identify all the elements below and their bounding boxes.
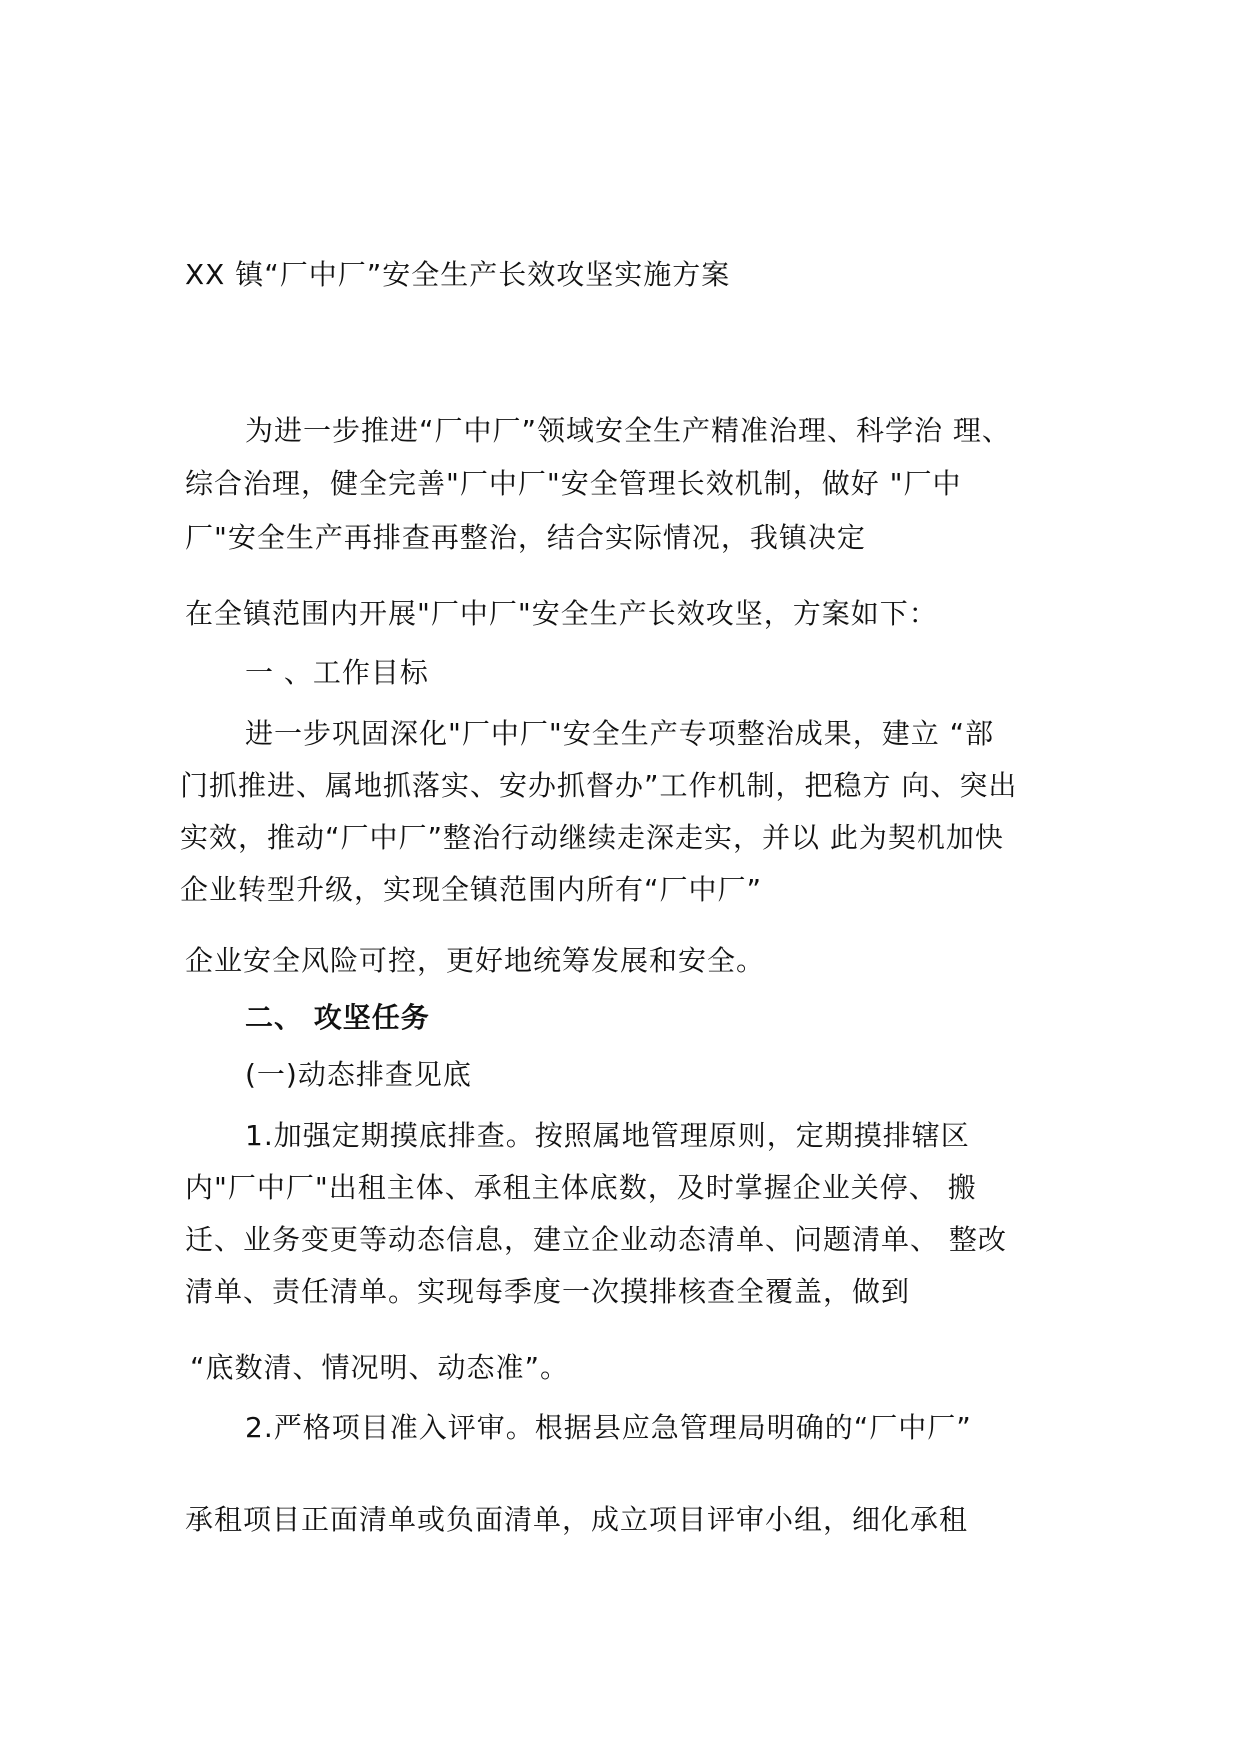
paragraph-line: 1.加强定期摸底排查。按照属地管理原则，定期摸排辖区 bbox=[245, 1119, 970, 1152]
paragraph-line: 综合治理，健全完善"厂中厂"安全管理长效机制，做好 "厂中 bbox=[185, 467, 962, 500]
paragraph-line: “底数清、情况明、动态准”。 bbox=[190, 1351, 570, 1384]
section-heading: 二、 攻坚任务 bbox=[245, 1001, 430, 1034]
paragraph-line: 企业转型升级，实现全镇范围内所有“厂中厂” bbox=[180, 873, 763, 906]
paragraph-line: 迁、业务变更等动态信息，建立企业动态清单、问题清单、 整改 bbox=[185, 1223, 1007, 1256]
paragraph-line: 实效，推动“厂中厂”整治行动继续走深走实，并以 此为契机加快 bbox=[180, 821, 1004, 854]
section-heading: 一 、工作目标 bbox=[245, 656, 429, 689]
paragraph-line: 清单、责任清单。实现每季度一次摸排核查全覆盖，做到 bbox=[185, 1275, 911, 1308]
document-title: XX 镇“厂中厂”安全生产长效攻坚实施方案 bbox=[185, 258, 731, 291]
paragraph-line: 内"厂中厂"出租主体、承租主体底数，及时掌握企业关停、 搬 bbox=[185, 1171, 977, 1204]
paragraph-line: 企业安全风险可控，更好地统筹发展和安全。 bbox=[185, 944, 766, 977]
paragraph-line: 门抓推进、属地抓落实、安办抓督办”工作机制，把稳方 向、突出 bbox=[180, 769, 1018, 802]
paragraph-line: 承租项目正面清单或负面清单，成立项目评审小组，细化承租 bbox=[185, 1503, 969, 1536]
paragraph-line: 厂"安全生产再排查再整治，结合实际情况，我镇决定 bbox=[185, 521, 866, 554]
paragraph-line: 2.严格项目准入评审。根据县应急管理局明确的“厂中厂” bbox=[245, 1411, 972, 1444]
subsection-heading: (一)动态排查见底 bbox=[245, 1058, 472, 1091]
paragraph-line: 在全镇范围内开展"厂中厂"安全生产长效攻坚，方案如下： bbox=[185, 597, 938, 630]
paragraph-line: 为进一步推进“厂中厂”领域安全生产精准治理、科学治 理、 bbox=[245, 414, 1011, 447]
paragraph-line: 进一步巩固深化"厂中厂"安全生产专项整治成果，建立 “部 bbox=[245, 717, 995, 750]
